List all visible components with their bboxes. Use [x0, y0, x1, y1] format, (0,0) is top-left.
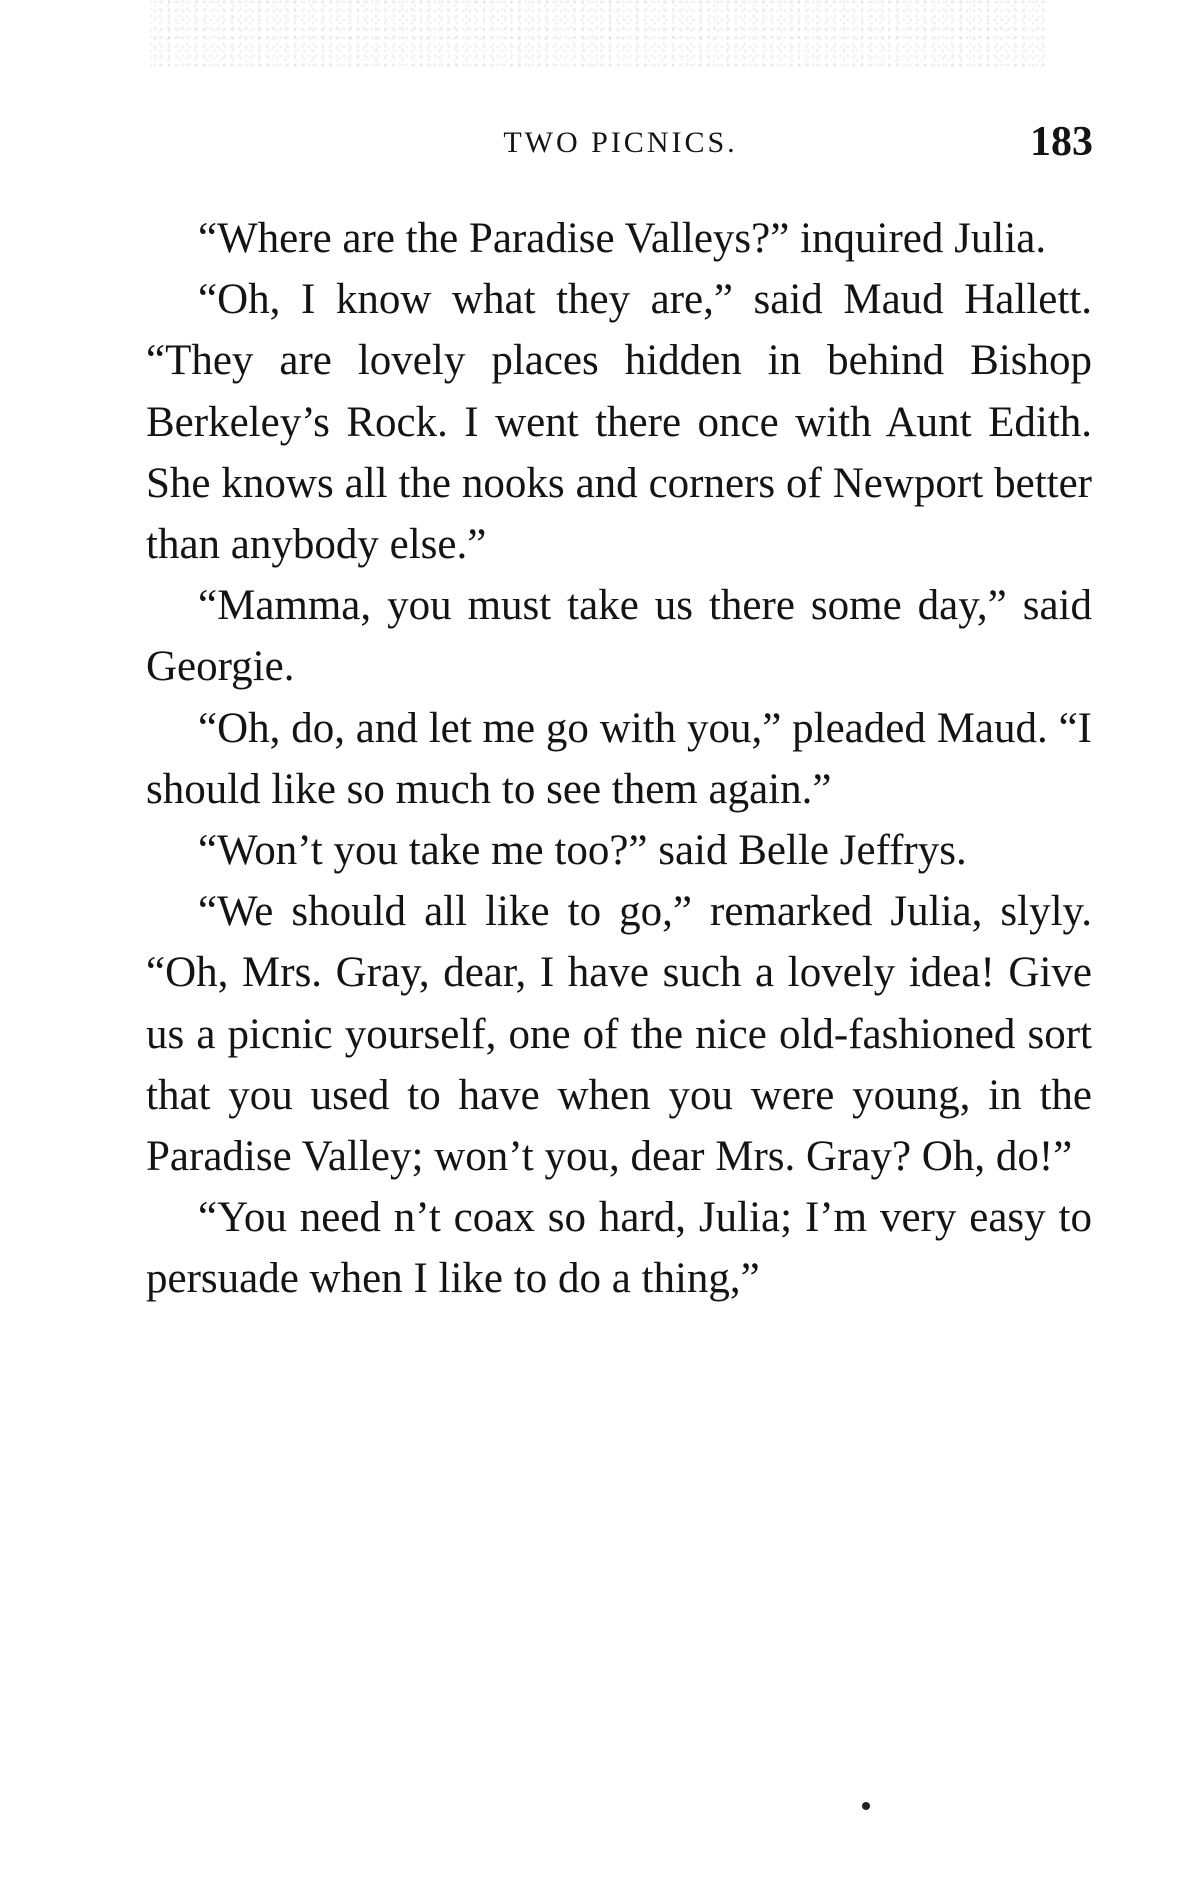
page-number: 183 [1030, 119, 1093, 165]
paragraph: “Oh, do, and let me go with you,” pleaded Maud. “I should like so much to see them again.” [146, 704, 1092, 813]
running-title: TWO PICNICS. [503, 126, 738, 159]
ink-dot [862, 1802, 870, 1810]
paragraph: “You need n’t coax so hard, Julia; I’m very easy to persuade when I like to do a thing,” [146, 1194, 1092, 1303]
scan-speckle [150, 0, 1050, 70]
paragraph: “Won’t you take me too?” said Belle Jeffrys. [198, 827, 967, 875]
paragraph: “Where are the Paradise Valleys?” inquired Julia. [198, 215, 1047, 262]
body-text [146, 208, 1092, 1310]
paragraph: “Oh, I know what they are,” said Maud Hallett. “They are lovely places hidden in behind Bishop Berkeley’s Rock. I went there once with Aunt Edith. She knows all the nooks and corners of Newport better than anybody else.” [146, 276, 1092, 569]
paragraph: “Mamma, you must take us there some day,” said Georgie. [146, 582, 1092, 691]
paragraph: “We should all like to go,” remarked Julia, slyly. “Oh, Mrs. Gray, dear, I have such a lovely idea! Give us a picnic yourself, one of the nice old-fashioned sort that you used to have when you were young, in the Paradise Valley; won’t you, dear Mrs. Gray? Oh, do!” [146, 888, 1092, 1181]
running-header [148, 118, 1093, 168]
